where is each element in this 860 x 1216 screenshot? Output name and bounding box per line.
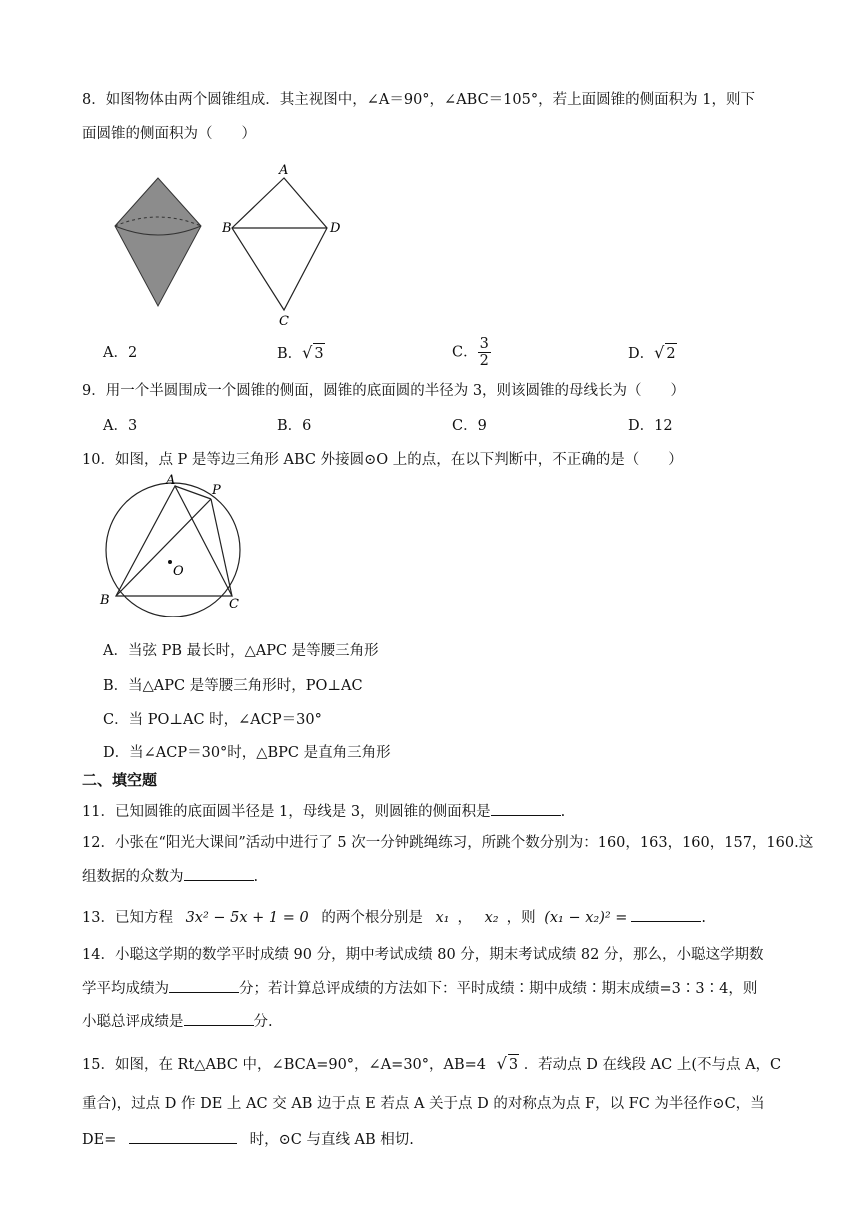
label-a: A xyxy=(279,163,289,178)
answer-blank xyxy=(631,907,701,922)
q8-option-b-prefix: B． xyxy=(277,346,303,362)
q15-line1-b: ．若动点 D 在线段 AC 上(不与点 A，C xyxy=(523,1057,782,1073)
label-p: P xyxy=(212,483,221,498)
q13-prefix: 13．已知方程 xyxy=(82,910,173,926)
q15-text-line3 xyxy=(82,1129,414,1150)
q12-text-line1: 12．小张在“阳光大课间”活动中进行了 5 次一分钟跳绳练习，所跳个数分别为：160，163，160，157，160.这 xyxy=(82,835,814,851)
q9-option-c: C．9 xyxy=(452,418,487,434)
center-point-o xyxy=(168,560,172,564)
q13-root-x1: x₁ xyxy=(435,910,450,926)
q8-option-b-radicand: 3 xyxy=(313,343,324,364)
q10-text: 10．如图，点 P 是等边三角形 ABC 外接圆⊙O 上的点，在以下判断中，不正确的是（ ） xyxy=(82,452,683,468)
sqrt-symbol: √ xyxy=(302,343,313,362)
q14-text-line3 xyxy=(82,1011,273,1032)
q15-line1-a: 15．如图，在 Rt△ABC 中，∠BCA=90°，∠A=30°，AB=4 xyxy=(82,1057,487,1073)
section-heading: 二、填空题 xyxy=(82,771,158,789)
q12-end: . xyxy=(253,869,259,885)
label-c: C xyxy=(229,597,239,612)
q11-end: . xyxy=(560,804,566,820)
answer-blank xyxy=(169,978,239,993)
q15-text-line1 xyxy=(82,1054,781,1075)
q13-expression: (x₁ − x₂)² = xyxy=(544,910,628,926)
q12-stem: 组数据的众数为 xyxy=(82,869,184,885)
q9-option-b: B．6 xyxy=(277,418,312,434)
q8-option-a: A．2 xyxy=(103,345,138,361)
label-a: A xyxy=(166,473,176,488)
q13-mid: 的两个根分别是 xyxy=(321,910,423,926)
q8-option-d-prefix: D． xyxy=(628,346,655,362)
label-c: C xyxy=(279,314,289,329)
q14-text-line2 xyxy=(82,978,757,999)
q15-radicand: 3 xyxy=(508,1054,519,1075)
q10-option-d: D．当∠ACP＝30°时，△BPC 是直角三角形 xyxy=(103,745,391,761)
q13-equation: 3x² − 5x + 1 = 0 xyxy=(185,910,309,926)
sqrt-symbol: √ xyxy=(496,1054,507,1073)
q14-line3-b: 分. xyxy=(253,1014,273,1030)
label-b: B xyxy=(222,221,232,236)
q10-circle-figure xyxy=(92,472,257,617)
segment-pb xyxy=(116,499,211,596)
q8-option-c-prefix: C． xyxy=(452,344,478,361)
q14-text-line1: 14．小聪这学期的数学平时成绩 90 分，期中考试成绩 80 分，期末考试成绩 82 分，那么，小聪这学期数 xyxy=(82,947,764,963)
q13-root-x2: x₂ xyxy=(484,910,499,926)
label-o: O xyxy=(173,564,184,579)
circumcircle-o xyxy=(106,483,240,617)
fraction-numerator: 3 xyxy=(479,336,489,352)
q8-text-line2: 面圆锥的侧面积为（ ） xyxy=(82,126,256,142)
answer-blank xyxy=(129,1129,237,1144)
q15-text-line2: 重合)，过点 D 作 DE 上 AC 交 AB 边于点 E 若点 A 关于点 D 的对称点为点 F，以 FC 为半径作⊙C，当 xyxy=(82,1096,765,1112)
q12-text-line2 xyxy=(82,866,258,887)
q15-line3-a: DE= xyxy=(82,1132,117,1148)
label-b: B xyxy=(100,593,110,608)
q10-option-c: C．当 PO⊥AC 时，∠ACP＝30° xyxy=(103,712,322,728)
q8-cone-figure xyxy=(105,170,215,310)
q14-line3-a: 小聪总评成绩是 xyxy=(82,1014,184,1030)
q13-then: ，则 xyxy=(506,910,536,926)
q15-line3-b: 时，⊙C 与直线 AB 相切. xyxy=(249,1132,414,1148)
q10-option-b: B．当△APC 是等腰三角形时，PO⊥AC xyxy=(103,678,363,694)
answer-blank xyxy=(184,1011,254,1026)
q8-text-line1: 8．如图物体由两个圆锥组成．其主视图中，∠A＝90°，∠ABC＝105°，若上面圆锥的侧面积为 1，则下 xyxy=(82,92,755,108)
kite-abcd xyxy=(232,178,327,310)
q8-option-d-radicand: 2 xyxy=(665,343,676,364)
q9-option-a: A．3 xyxy=(103,418,138,434)
q8-option-d xyxy=(628,343,677,364)
sqrt-symbol: √ xyxy=(654,343,665,362)
q11-text xyxy=(82,801,565,822)
fraction-denominator: 2 xyxy=(479,353,489,369)
q8-option-b xyxy=(277,343,325,364)
answer-blank xyxy=(184,866,254,881)
q11-stem: 11．已知圆锥的底面圆半径是 1，母线是 3，则圆锥的侧面积是 xyxy=(82,804,491,820)
double-cone-shape xyxy=(115,178,201,306)
q14-line2-a: 学平均成绩为 xyxy=(82,981,169,997)
fraction xyxy=(478,336,491,369)
q13-end: . xyxy=(701,910,707,926)
q9-text: 9．用一个半圆围成一个圆锥的侧面，圆锥的底面圆的半径为 3，则该圆锥的母线长为（ ） xyxy=(82,383,686,399)
answer-blank xyxy=(491,801,561,816)
q13-comma: ， xyxy=(457,910,472,926)
q10-option-a: A．当弦 PB 最长时，△APC 是等腰三角形 xyxy=(103,643,379,659)
q13-text xyxy=(82,907,706,928)
label-d: D xyxy=(330,221,341,236)
q8-front-view-figure xyxy=(222,160,352,330)
q8-option-c xyxy=(452,336,491,369)
q14-line2-b: 分；若计算总评成绩的方法如下：平时成绩∶期中成绩∶期末成绩=3∶3∶4，则 xyxy=(239,981,758,997)
triangle-abc xyxy=(116,486,232,596)
q9-option-d: D．12 xyxy=(628,418,673,434)
